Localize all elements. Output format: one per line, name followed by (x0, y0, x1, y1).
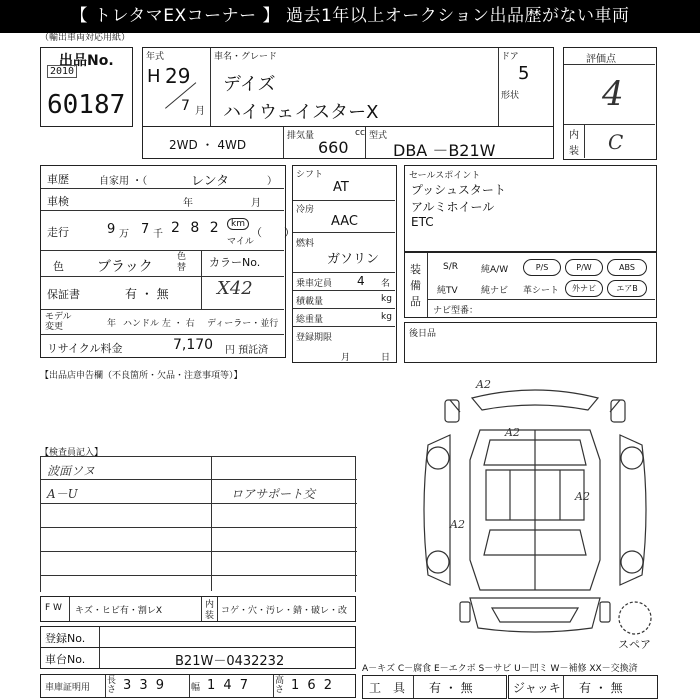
drive-row (142, 126, 554, 159)
interior-grade: C (608, 130, 624, 154)
load-unit: kg (381, 294, 392, 304)
inspection-year-unit: 年 (183, 198, 193, 209)
sheet-banner: 【 トレタマEXコーナー 】 過去1年以上オークション出品歴がない車両 (0, 0, 700, 33)
mileage-rest: 2 8 2 (171, 220, 222, 236)
displacement-label: 排気量 (287, 131, 315, 141)
width-label: 幅 (191, 683, 201, 693)
tools-value: 有 ・ 無 (429, 681, 473, 695)
register-day: 日 (381, 353, 391, 363)
handle-side: ハンドル 左 ・ 右 (123, 319, 195, 329)
equipment-label-1: 装 (410, 263, 421, 276)
history-label: 車歴 (47, 173, 69, 186)
fw-row (40, 596, 356, 622)
equip-airbag: エアB (607, 280, 647, 297)
sales-point-1: プッシュスタート (411, 183, 506, 197)
tools-label: 工 具 (369, 681, 406, 695)
history-box (40, 165, 295, 358)
equip-pw: P/W (565, 259, 603, 276)
equip-navi: 純ナビ (481, 286, 509, 296)
mileage-mile: マイル (227, 237, 254, 247)
form-subtitle: （輸出車両対応用紙） (40, 33, 131, 43)
history-close: ） (267, 176, 277, 187)
equip-tv: 純TV (437, 286, 458, 296)
damage-legend: A－キズ C－腐食 E－エクボ S－サビ U－凹ミ W－補修 XX－交換済 (362, 664, 638, 674)
mileage-label: 走行 (47, 226, 69, 239)
color-change-label: 色替 (177, 252, 187, 273)
recycle-label: リサイクル料金 (47, 342, 123, 355)
sales-point-3: ETC (411, 215, 434, 229)
fuel-label: 燃料 (296, 239, 315, 249)
registration-row (40, 626, 356, 648)
damage-mark-left: A2 (450, 518, 465, 531)
mileage-man-unit: 万 (119, 229, 129, 240)
history-value: レンタ (191, 174, 230, 189)
inspector-note-2: A－U (47, 487, 78, 501)
certificate-label: 車庫証明用 (45, 683, 91, 693)
equipment-label-2: 備 (410, 279, 421, 292)
equip-sr: S/R (443, 262, 458, 272)
jack-value: 有 ・ 無 (579, 681, 623, 695)
fw-text: キズ・ヒビ有・割レX (75, 606, 162, 616)
recycle-value: 7,170 (173, 337, 214, 353)
length-label: 長さ (107, 676, 117, 695)
sales-points-label: セールスポイント (409, 171, 481, 181)
model-change-label: モデル変更 (45, 312, 72, 332)
evaluation-box (563, 47, 657, 160)
inspection-month-unit: 月 (251, 198, 261, 209)
load-label: 積載量 (296, 297, 324, 307)
garage-certificate-row (40, 674, 356, 698)
model-name: デイズ (223, 74, 276, 95)
displacement-unit: cc (355, 128, 365, 138)
interior-label-2: 装 (569, 146, 579, 157)
lot-number-box (40, 47, 133, 127)
damage-mark-right: A2 (575, 490, 590, 503)
interior-label-1: 内 (569, 130, 579, 141)
equip-leather: 革シート (523, 286, 560, 296)
evaluation-label: 評価点 (586, 54, 616, 65)
equipment-box (404, 252, 657, 318)
drive-type: 2WD ・ 4WD (169, 138, 247, 152)
sales-points-box (404, 165, 657, 252)
color-no-value: X42 (217, 278, 253, 299)
height-label: 高さ (275, 676, 285, 695)
sales-point-2: アルミホイール (411, 200, 495, 214)
equipment-label-3: 品 (410, 295, 421, 308)
mileage-paren: （ ） (251, 226, 295, 239)
chassis-label: 車台No. (45, 653, 86, 666)
fw-ext-label-2: 装 (205, 611, 215, 621)
lot-stamp: 2010 (47, 65, 77, 78)
equip-ext-navi: 外ナビ (565, 280, 603, 297)
fw-ext-text: コゲ・穴・汚レ・錆・破レ・改 (221, 606, 348, 616)
equip-alloy: 純A/W (481, 265, 509, 275)
vehicle-header-box (142, 47, 554, 127)
fw-ext-label-1: 内 (205, 600, 215, 610)
chassis-row (40, 647, 356, 669)
inspection-label: 車検 (47, 195, 69, 208)
mileage-km: km (227, 218, 249, 230)
height-value: 1 6 2 (291, 678, 335, 693)
year-label: 年式 (146, 52, 165, 62)
jack-row (508, 675, 658, 699)
warranty-value: 有 ・ 無 (125, 287, 169, 301)
doors-label: ドア (501, 52, 519, 62)
width-value: 1 4 7 (207, 678, 251, 693)
equip-abs: ABS (607, 259, 647, 276)
type-code-label: 型式 (369, 131, 388, 141)
car-damage-diagram (410, 370, 660, 660)
mileage-man: 9 (107, 222, 116, 237)
capacity-value: 4 (357, 274, 365, 288)
navi-model: ナビ型番： (433, 306, 479, 316)
damage-mark-roof: A2 (505, 426, 520, 439)
model-grade: ハイウェイスターX (223, 102, 379, 123)
type-code-value: DBA －B21W (393, 141, 496, 160)
mileage-sen-unit: 千 (153, 229, 163, 240)
warranty-label: 保証書 (47, 288, 80, 301)
model-label: 車名・グレード (214, 52, 278, 62)
color-value: ブラック (97, 259, 153, 275)
spare-label: スペア (618, 638, 651, 651)
displacement-value: 660 (318, 138, 349, 157)
inspector-label: 【検査員記入】 (40, 448, 104, 458)
model-change-year: 年 (107, 319, 117, 329)
year-month: 7 (181, 98, 190, 114)
recycle-unit: 円 預託済 (225, 345, 269, 356)
inspector-note-3: ロアサポート交 (231, 487, 316, 501)
length-value: 3 3 9 (123, 678, 167, 693)
shift-value: AT (333, 180, 349, 195)
year-era: H (147, 66, 161, 87)
shape-label: 形状 (501, 91, 520, 101)
history-options: 自家用 ・（ (99, 176, 148, 187)
capacity-unit: 名 (381, 279, 391, 289)
gross-unit: kg (381, 312, 392, 322)
after-items-label: 後日品 (409, 329, 437, 339)
inspector-box (40, 456, 356, 592)
specs-box (292, 165, 397, 363)
chassis-number: B21W－0432232 (175, 654, 285, 669)
ac-label: 冷房 (296, 205, 315, 215)
exhibitor-notes-label: 【出品店申告欄（不良箇所・欠品・注意事項等）】 (40, 371, 243, 381)
ac-value: AAC (331, 214, 358, 229)
damage-mark-rear: A2 (476, 378, 491, 391)
dealer-type: ディーラー・並行 (207, 319, 279, 329)
doors-value: 5 (518, 63, 530, 84)
lot-number: 60187 (47, 90, 126, 120)
year-value: 29 (165, 64, 191, 88)
jack-label: ジャッキ (513, 681, 561, 695)
evaluation-score: 4 (602, 74, 624, 114)
equip-ps: P/S (523, 259, 561, 276)
color-label: 色 (53, 260, 64, 273)
gross-label: 総重量 (296, 315, 324, 325)
inspector-note-1: 波面ソヌ (47, 464, 95, 478)
capacity-label: 乗車定員 (296, 279, 333, 289)
fw-label: F W (45, 603, 62, 613)
register-label: 登録期限 (296, 333, 333, 343)
registration-label: 登録No. (45, 632, 86, 645)
shift-label: シフト (296, 170, 324, 180)
year-month-unit: 月 (195, 106, 205, 117)
lot-label: 出品No. (59, 53, 114, 69)
register-month: 月 (341, 353, 351, 363)
tools-row (362, 675, 507, 699)
fuel-value: ガソリン (327, 252, 380, 267)
mileage-sen: 7 (141, 222, 150, 237)
after-items-box (404, 322, 657, 363)
color-no-label: カラーNo. (209, 256, 261, 269)
